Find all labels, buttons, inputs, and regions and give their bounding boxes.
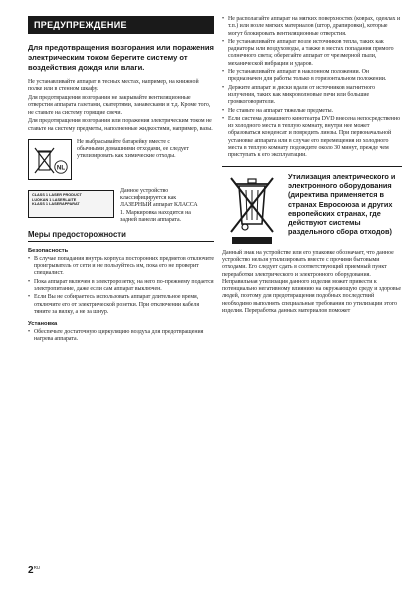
list-item: • Обеспечьте достаточную циркуляцию воздуха для предотвращения нагрева аппарата.: [28, 329, 214, 344]
precautions-title: Меры предосторожности: [28, 230, 214, 242]
warning-paragraph: Для предотвращения возгорания не закрывайте вентиляционные отверстия аппарата газетами, скатертями, занавесками и т.д. Кроме того, не ставьте на систему горящие свечи.: [28, 94, 211, 116]
crossed-bin-icon: [29, 140, 72, 180]
disposal-title: Утилизация электрического и электронного оборудования (директива применяется в странах Евросоюза и других европейских странах, где действуют системы раздельного сбора отходов): [288, 171, 396, 237]
battery-notice: [28, 139, 214, 180]
list-item: • Не устанавливайте аппарат возле источников тепла, таких как радиаторы или воздуховоды, а также в местах попадания прямого солнечного света; оберегайте аппарат от чрезмерной пыли, механической вибрации и ударов.: [222, 39, 402, 68]
laser-label-line: CLASS 1 LASER PRODUCT: [32, 192, 82, 197]
warning-paragraph: Для предотвращения возгорания или поражения электрическим током не ставьте на систему предметы, наполненные жидкостями, например, вазы.: [28, 118, 213, 132]
warning-lead: Для предотвращения возгорания или поражения электрическим током берегите систему от воздействия дождя или влаги.: [28, 43, 214, 72]
laser-label-line: KLASS 1 LASERAPPARAT: [32, 202, 80, 207]
battery-note: Не выбрасывайте батарейку вместе с обычными домашними отходами, ее следует утилизировать как химические отходы.: [77, 138, 189, 160]
safety-heading: Безопасность: [28, 248, 69, 255]
laser-note: Данное устройство классифицируется как ЛАЗЕРНЫЙ аппарат КЛАССА 1. Маркировка находится на задней панели аппарата.: [120, 187, 198, 224]
installation-list-continued: [222, 16, 402, 160]
list-item: • Не располагайте аппарат на мягких поверхностях (коврах, одеялах и т.п.) или возле мягких материалов (штор, драпировки), которые могут блокировать вентиляционные отверстия.: [222, 16, 402, 38]
warning-banner: ПРЕДУПРЕЖДЕНИЕ: [28, 16, 214, 34]
laser-label-line: LUOKAN 1 LASERLAITE: [32, 197, 77, 202]
installation-heading: Установка: [28, 321, 58, 328]
disposal-section: [222, 172, 402, 248]
list-item: • Если система домашнего кинотеатра DVD внесена непосредственно из холодного места в теплую комнату, внутри нее может образоваться конденсат и повредить линзы. При первоначальной установке аппарата или в случае его перемещения из холодного места в теплую комнату подождите около 30 минут, прежде чем приступать к его эксплуатации.: [222, 116, 402, 160]
battery-symbol: [28, 139, 72, 180]
list-item: • Держите аппарат и диски вдали от источников магнитного излучения, таких как микроволновые печи или большие громкоговорители.: [222, 85, 402, 107]
right-column: [222, 16, 402, 315]
weee-crossed-bin-icon: [222, 174, 282, 248]
list-item: • Не ставьте на аппарат тяжелые предметы.: [222, 108, 402, 115]
list-item: • Если Вы не собираетесь использовать аппарат длительное время, отключите его от электрической розетки. При отключении кабеля тяните за вилку, а не за шнур.: [28, 294, 214, 316]
installation-list-start: [28, 329, 214, 344]
laser-notice: [28, 188, 214, 224]
section-divider: [222, 166, 402, 167]
page-lang: RU: [33, 565, 41, 570]
warning-paragraph: Не устанавливайте аппарат в тесных местах, например, на книжной полке или в стенном шкафу.: [28, 79, 199, 93]
left-column: [28, 16, 214, 344]
list-item: • Пока аппарат включен в электророзетку, на него по-прежнему подается электропитание, даже если сам аппарат выключен.: [28, 279, 214, 294]
battery-symbol-text: NL: [56, 164, 66, 172]
list-item: • Не устанавливайте аппарат в наклонном положении. Он предназначен для работы только в горизонтальном положении.: [222, 69, 402, 84]
list-item: • В случае попадания внутрь корпуса посторонних предметов отключите проигрыватель от сети и не пользуйтесь им, пока его не проверит специалист.: [28, 256, 214, 278]
page-number: [28, 565, 40, 576]
disposal-text: Данный знак на устройстве или его упаковке обозначает, что данное устройство нельзя утилизировать вместе с прочими бытовыми отходами. Его следует сдать в соответствующий приемный пункт переработки электрического и электронного оборудования. Неправильная утилизация данного изделия может привести к потенциально негативному влиянию на окружающую среду и здоровье людей, поэтому для предотвращения подобных последствий необходимо выполнять специальные требования по утилизации этого изделия. Переработка данных материалов поможет: [222, 249, 401, 315]
page-number-value: 2: [28, 565, 34, 576]
laser-label: [28, 190, 114, 218]
safety-list: [28, 256, 214, 316]
